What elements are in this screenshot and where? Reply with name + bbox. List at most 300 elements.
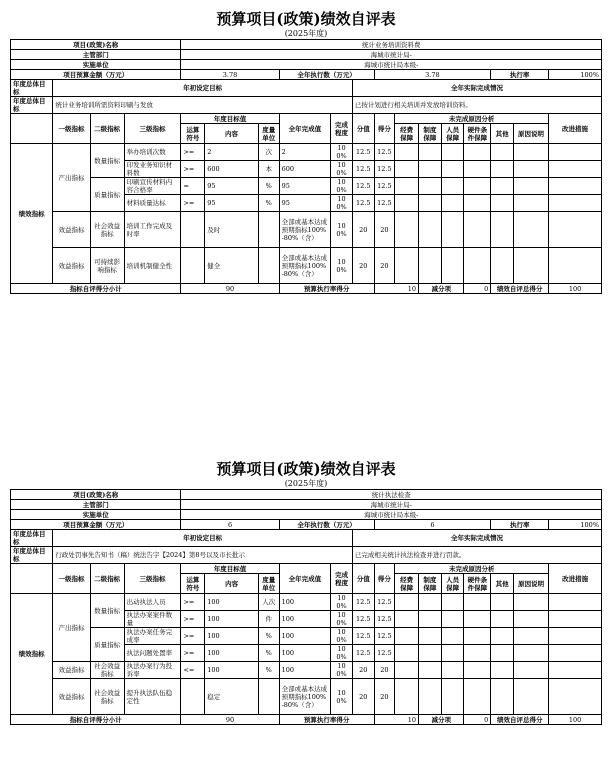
degree-cell: 100% — [331, 611, 353, 628]
perf-label: 绩效指标 — [11, 594, 53, 715]
empty-cell — [418, 178, 441, 195]
empty-cell — [513, 195, 548, 212]
empty-cell — [395, 679, 419, 715]
value-cell: 12.5 — [352, 161, 374, 178]
deduct-value: 0 — [464, 284, 491, 294]
empty-cell — [464, 178, 491, 195]
table-row — [11, 144, 602, 161]
empty-cell — [441, 679, 464, 715]
value-cell: 20 — [352, 662, 374, 679]
reason-group-header: 未完成原因分析 — [395, 114, 549, 124]
score-cell: 12.5 — [374, 195, 395, 212]
empty-cell — [464, 212, 491, 248]
form-year: (2025年度) — [284, 479, 328, 488]
executed-value: 6 — [374, 520, 491, 530]
budget-value: 6 — [181, 520, 279, 530]
empty-cell — [549, 178, 602, 195]
empty-cell — [395, 611, 419, 628]
evaluation-table — [10, 39, 602, 294]
level2-header: 二级指标 — [90, 114, 124, 144]
qty-label: 数量指标 — [90, 594, 124, 628]
degree-header: 完成程度 — [331, 114, 353, 144]
unit-cell: % — [258, 178, 279, 195]
full-cell: 100 — [279, 662, 331, 679]
content-cell: 100 — [205, 628, 259, 645]
op-cell: <= — [181, 662, 205, 679]
executed-value: 3.78 — [374, 70, 491, 80]
level3-cell: 举办培训次数 — [124, 144, 181, 161]
score-cell: 20 — [374, 212, 395, 248]
goal-label: 年度总体目标 — [11, 80, 53, 97]
full-cell: 100 — [279, 611, 331, 628]
empty-cell — [464, 594, 491, 611]
op-cell: >= — [181, 144, 205, 161]
score-value-header: 分值 — [352, 114, 374, 144]
project-name-value: 统计执法检查 — [181, 490, 602, 500]
self-score-label: 指标自评得分小计 — [11, 715, 181, 725]
budget-label: 项目预算金额（万元） — [11, 70, 181, 80]
rate-label: 执行率 — [491, 520, 549, 530]
goal-label: 年度总体目标 — [11, 530, 53, 547]
empty-cell — [491, 611, 514, 628]
budget-label: 项目预算金额（万元） — [11, 520, 181, 530]
content-cell: 100 — [205, 645, 259, 662]
project-name-label: 项目(政策)名称 — [11, 40, 181, 50]
empty-cell — [464, 161, 491, 178]
unit-cell: % — [258, 662, 279, 679]
target-group-header: 年度目标值 — [181, 114, 279, 124]
department-value: 海城市统计局- — [181, 500, 602, 510]
reason-staff-header: 人员保障 — [441, 574, 464, 594]
reason-hardware-header: 硬件条件保障 — [464, 124, 491, 144]
exec-score-value: 10 — [374, 284, 418, 294]
department-value: 海城市统计局- — [181, 50, 602, 60]
full-cell: 100 — [279, 645, 331, 662]
empty-cell — [464, 144, 491, 161]
rate-value: 100% — [549, 520, 602, 530]
value-cell: 12.5 — [352, 628, 374, 645]
degree-cell: 100% — [331, 662, 353, 679]
empty-cell — [418, 161, 441, 178]
reason-note-header: 原因说明 — [513, 124, 548, 144]
value-cell: 12.5 — [352, 195, 374, 212]
level3-cell: 提升执法队伍稳定性 — [124, 679, 181, 715]
empty-cell — [513, 248, 548, 284]
empty-cell — [491, 248, 514, 284]
empty-cell — [514, 611, 549, 628]
spacer-cell — [11, 114, 53, 144]
op-cell: >= — [181, 645, 205, 662]
content-cell: 95 — [205, 178, 259, 195]
full-cell: 95 — [279, 178, 331, 195]
score-cell: 12.5 — [374, 628, 395, 645]
footer-row — [11, 715, 602, 725]
footer-row — [11, 284, 602, 294]
empty-cell — [441, 662, 464, 679]
full-value-header: 全年完成值 — [279, 564, 331, 594]
score-cell: 12.5 — [374, 161, 395, 178]
score-cell: 12.5 — [374, 178, 395, 195]
target-group-header: 年度目标值 — [181, 564, 279, 574]
goal-text: 统计业务培训所需资料印刷与发放 — [53, 97, 353, 114]
degree-cell: 100% — [331, 679, 353, 715]
empty-cell — [491, 662, 514, 679]
content-cell: 稳定 — [205, 679, 259, 715]
op-cell: >= — [181, 195, 205, 212]
level3-cell: 执法办案案件数量 — [124, 611, 181, 628]
level3-cell: 印发业务知识材料数 — [124, 161, 181, 178]
full-cell: 2 — [279, 144, 331, 161]
output-label: 产出指标 — [53, 594, 90, 662]
empty-cell — [418, 144, 441, 161]
empty-cell — [514, 679, 549, 715]
actual-header: 全年实际完成情况 — [352, 80, 601, 97]
qual-label: 质量指标 — [90, 628, 124, 662]
unit-cell: 件 — [258, 611, 279, 628]
unit-cell: 次 — [258, 144, 279, 161]
value-cell: 12.5 — [352, 645, 374, 662]
empty-cell — [395, 628, 419, 645]
empty-cell — [549, 195, 602, 212]
level3-cell: 印刷宣传材料内容合格率 — [124, 178, 181, 195]
content-header: 内容 — [205, 574, 259, 594]
benefit-label-2: 效益指标 — [53, 248, 90, 284]
content-cell: 2 — [205, 144, 259, 161]
content-cell: 100 — [205, 662, 259, 679]
deduct-label: 减分项 — [419, 715, 464, 725]
empty-cell — [491, 195, 514, 212]
empty-cell — [395, 662, 419, 679]
empty-cell — [419, 628, 442, 645]
score-cell: 12.5 — [374, 645, 395, 662]
empty-cell — [441, 195, 464, 212]
unit-cell: % — [258, 645, 279, 662]
score-cell: 20 — [374, 679, 395, 715]
sust-label: 社会效益指标 — [90, 679, 124, 715]
empty-cell — [395, 212, 419, 248]
content-cell: 健全 — [205, 248, 259, 284]
empty-cell — [419, 594, 442, 611]
reason-other-header: 其他 — [491, 124, 514, 144]
table-row — [11, 178, 602, 195]
empty-cell — [514, 645, 549, 662]
score-cell: 12.5 — [374, 611, 395, 628]
full-cell: 95 — [279, 195, 331, 212]
qual-label: 质量指标 — [90, 178, 124, 212]
deduct-value: 0 — [464, 715, 491, 725]
score-cell: 20 — [374, 248, 395, 284]
reason-system-header: 制度保障 — [419, 574, 442, 594]
unit-cell: 人次 — [258, 594, 279, 611]
unit-value: 海城市统计局本级- — [181, 510, 602, 520]
perf-label: 绩效指标 — [11, 144, 53, 284]
op-cell: >= — [181, 611, 205, 628]
unit-value: 海城市统计局本级- — [181, 60, 602, 70]
full-cell: 600 — [279, 161, 331, 178]
total-score-value: 100 — [549, 715, 602, 725]
table-row — [11, 628, 602, 645]
empty-cell — [419, 645, 442, 662]
improve-header: 改进措施 — [549, 114, 602, 144]
goal-label-2: 年度总体目标 — [11, 547, 53, 564]
department-label: 主管部门 — [11, 500, 181, 510]
empty-cell — [549, 594, 602, 611]
empty-cell — [464, 679, 491, 715]
full-cell: 全部或基本达成预期指标100%-80%（含） — [279, 248, 331, 284]
score-cell: 20 — [374, 662, 395, 679]
level3-cell: 执法办案任务完成率 — [124, 628, 181, 645]
content-header: 内容 — [205, 124, 259, 144]
empty-cell — [549, 161, 602, 178]
empty-cell — [418, 195, 441, 212]
social-label: 社会效益指标 — [90, 212, 124, 248]
degree-cell: 100% — [331, 195, 353, 212]
self-score-value: 90 — [181, 284, 279, 294]
empty-cell — [549, 679, 602, 715]
evaluation-table — [10, 489, 602, 725]
empty-cell — [491, 594, 514, 611]
deduct-label: 减分项 — [418, 284, 463, 294]
reason-system-header: 制度保障 — [418, 124, 441, 144]
form-title: 预算项目(政策)绩效自评表 — [216, 10, 396, 28]
op-header: 运算符号 — [181, 124, 205, 144]
unit-cell — [258, 679, 279, 715]
op-cell: >= — [181, 161, 205, 178]
degree-cell: 100% — [331, 161, 353, 178]
total-score-label: 绩效自评总得分 — [491, 284, 549, 294]
score-cell: 12.5 — [374, 144, 395, 161]
reason-staff-header: 人员保障 — [441, 124, 464, 144]
empty-cell — [514, 594, 549, 611]
value-cell: 12.5 — [352, 594, 374, 611]
degree-cell: 100% — [331, 594, 353, 611]
empty-cell — [441, 645, 464, 662]
exec-score-value: 10 — [374, 715, 418, 725]
empty-cell — [441, 611, 464, 628]
level3-cell: 培训机制健全性 — [124, 248, 181, 284]
total-score-label: 绩效自评总得分 — [491, 715, 549, 725]
project-name-value: 统计业务培训资料费 — [181, 40, 602, 50]
content-cell: 及时 — [205, 212, 259, 248]
empty-cell — [395, 248, 419, 284]
table-row — [11, 212, 602, 248]
empty-cell — [441, 628, 464, 645]
empty-cell — [491, 144, 514, 161]
sust-label: 可持续影响指标 — [90, 248, 124, 284]
empty-cell — [441, 212, 464, 248]
unit-cell: % — [258, 628, 279, 645]
unit-cell: % — [258, 195, 279, 212]
department-label: 主管部门 — [11, 50, 181, 60]
reason-fund-header: 经费保障 — [395, 124, 419, 144]
reason-note-header: 原因说明 — [514, 574, 549, 594]
actual-header: 全年实际完成情况 — [352, 530, 601, 547]
unit-header: 度量单位 — [258, 574, 279, 594]
level3-cell: 执法办案行为投诉率 — [124, 662, 181, 679]
score-cell: 12.5 — [374, 594, 395, 611]
output-label: 产出指标 — [53, 144, 90, 212]
exec-score-label: 预算执行率得分 — [279, 284, 374, 294]
empty-cell — [549, 248, 602, 284]
level3-cell: 培训工作完成及时率 — [124, 212, 181, 248]
op-cell: = — [181, 178, 205, 195]
empty-cell — [464, 662, 491, 679]
op-header: 运算符号 — [181, 574, 205, 594]
qty-label: 数量指标 — [90, 144, 124, 178]
value-cell: 20 — [352, 248, 374, 284]
degree-cell: 100% — [331, 144, 353, 161]
empty-cell — [514, 628, 549, 645]
reason-fund-header: 经费保障 — [395, 574, 419, 594]
benefit-label: 效益指标 — [53, 212, 90, 248]
content-cell: 95 — [205, 195, 259, 212]
score-value-header: 分值 — [352, 564, 374, 594]
table-row — [11, 662, 602, 679]
unit-cell — [258, 248, 279, 284]
benefit-label: 效益指标 — [53, 662, 90, 679]
initial-goal-header: 年初设定目标 — [53, 80, 353, 97]
content-cell: 600 — [205, 161, 259, 178]
empty-cell — [513, 212, 548, 248]
level3-header: 三级指标 — [124, 564, 181, 594]
value-cell: 12.5 — [352, 611, 374, 628]
goal-label-2: 年度总体目标 — [11, 97, 53, 114]
initial-goal-header: 年初设定目标 — [53, 530, 353, 547]
value-cell: 20 — [352, 212, 374, 248]
benefit-label-2: 效益指标 — [53, 679, 90, 715]
improve-header: 改进措施 — [549, 564, 602, 594]
level3-cell: 出动执法人员 — [124, 594, 181, 611]
degree-cell: 100% — [331, 628, 353, 645]
empty-cell — [395, 178, 419, 195]
level1-header: 一级指标 — [53, 564, 90, 594]
empty-cell — [395, 195, 419, 212]
empty-cell — [419, 662, 442, 679]
full-cell: 100 — [279, 594, 331, 611]
spacer-cell — [11, 564, 53, 594]
empty-cell — [549, 645, 602, 662]
empty-cell — [549, 611, 602, 628]
exec-score-label: 预算执行率得分 — [279, 715, 374, 725]
empty-cell — [441, 161, 464, 178]
table-row — [11, 679, 602, 715]
empty-cell — [513, 144, 548, 161]
empty-cell — [395, 144, 419, 161]
empty-cell — [464, 645, 491, 662]
empty-cell — [395, 161, 419, 178]
value-cell: 12.5 — [352, 178, 374, 195]
full-value-header: 全年完成值 — [279, 114, 331, 144]
value-cell: 12.5 — [352, 144, 374, 161]
reason-hardware-header: 硬件条件保障 — [464, 574, 491, 594]
empty-cell — [464, 611, 491, 628]
social-label: 社会效益指标 — [90, 662, 124, 679]
value-cell: 20 — [352, 679, 374, 715]
full-cell: 全部或基本达成预期指标100%-80%（含） — [279, 212, 331, 248]
empty-cell — [491, 212, 514, 248]
degree-cell: 100% — [331, 645, 353, 662]
unit-header: 度量单位 — [258, 124, 279, 144]
table-row — [11, 594, 602, 611]
empty-cell — [491, 178, 514, 195]
empty-cell — [513, 178, 548, 195]
form-title: 预算项目(政策)绩效自评表 — [216, 460, 396, 478]
op-cell — [181, 248, 205, 284]
empty-cell — [395, 594, 419, 611]
evaluation-form-1 — [10, 11, 602, 294]
content-cell: 100 — [205, 594, 259, 611]
empty-cell — [441, 144, 464, 161]
rate-label: 执行率 — [491, 70, 549, 80]
empty-cell — [419, 611, 442, 628]
budget-value: 3.78 — [181, 70, 279, 80]
empty-cell — [464, 628, 491, 645]
empty-cell — [513, 161, 548, 178]
executed-label: 全年执行数（万元） — [279, 520, 374, 530]
empty-cell — [514, 662, 549, 679]
op-cell: >= — [181, 628, 205, 645]
self-score-value: 90 — [181, 715, 279, 725]
actual-text: 已完成相关统计执法检查并进行罚款。 — [352, 547, 601, 564]
empty-cell — [395, 645, 419, 662]
degree-cell: 100% — [331, 212, 353, 248]
unit-cell — [258, 212, 279, 248]
unit-cell: 本 — [258, 161, 279, 178]
level2-header: 二级指标 — [90, 564, 124, 594]
goal-text: 行政处罚事先告知书（稿）统法告字【2024】第8号以及市长批示 — [53, 547, 353, 564]
empty-cell — [491, 679, 514, 715]
full-cell: 100 — [279, 628, 331, 645]
full-cell: 全部或基本达成预期指标100%-80%（含） — [279, 679, 331, 715]
actual-text: 已按计划进行相关培训并发放培训资料。 — [352, 97, 601, 114]
executed-label: 全年执行数（万元） — [279, 70, 374, 80]
score-header: 得分 — [374, 564, 395, 594]
op-cell — [181, 679, 205, 715]
level3-cell: 材料质量达标 — [124, 195, 181, 212]
rate-value: 100% — [549, 70, 602, 80]
empty-cell — [464, 248, 491, 284]
empty-cell — [441, 248, 464, 284]
empty-cell — [441, 178, 464, 195]
self-score-label: 指标自评得分小计 — [11, 284, 181, 294]
project-name-label: 项目(政策)名称 — [11, 490, 181, 500]
level3-cell: 执法问题处置率 — [124, 645, 181, 662]
score-header: 得分 — [374, 114, 395, 144]
evaluation-form-2 — [10, 461, 602, 725]
empty-cell — [464, 195, 491, 212]
empty-cell — [491, 645, 514, 662]
empty-cell — [441, 594, 464, 611]
degree-cell: 100% — [331, 248, 353, 284]
empty-cell — [549, 628, 602, 645]
empty-cell — [418, 248, 441, 284]
empty-cell — [491, 628, 514, 645]
empty-cell — [549, 212, 602, 248]
content-cell: 100 — [205, 611, 259, 628]
empty-cell — [419, 679, 442, 715]
reason-other-header: 其他 — [491, 574, 514, 594]
form-year: (2025年度) — [284, 29, 328, 38]
empty-cell — [549, 144, 602, 161]
unit-label: 实施单位 — [11, 510, 181, 520]
op-cell — [181, 212, 205, 248]
unit-label: 实施单位 — [11, 60, 181, 70]
level1-header: 一级指标 — [53, 114, 90, 144]
reason-group-header: 未完成原因分析 — [395, 564, 549, 574]
level3-header: 三级指标 — [124, 114, 181, 144]
op-cell: >= — [181, 594, 205, 611]
total-score-value: 100 — [549, 284, 602, 294]
